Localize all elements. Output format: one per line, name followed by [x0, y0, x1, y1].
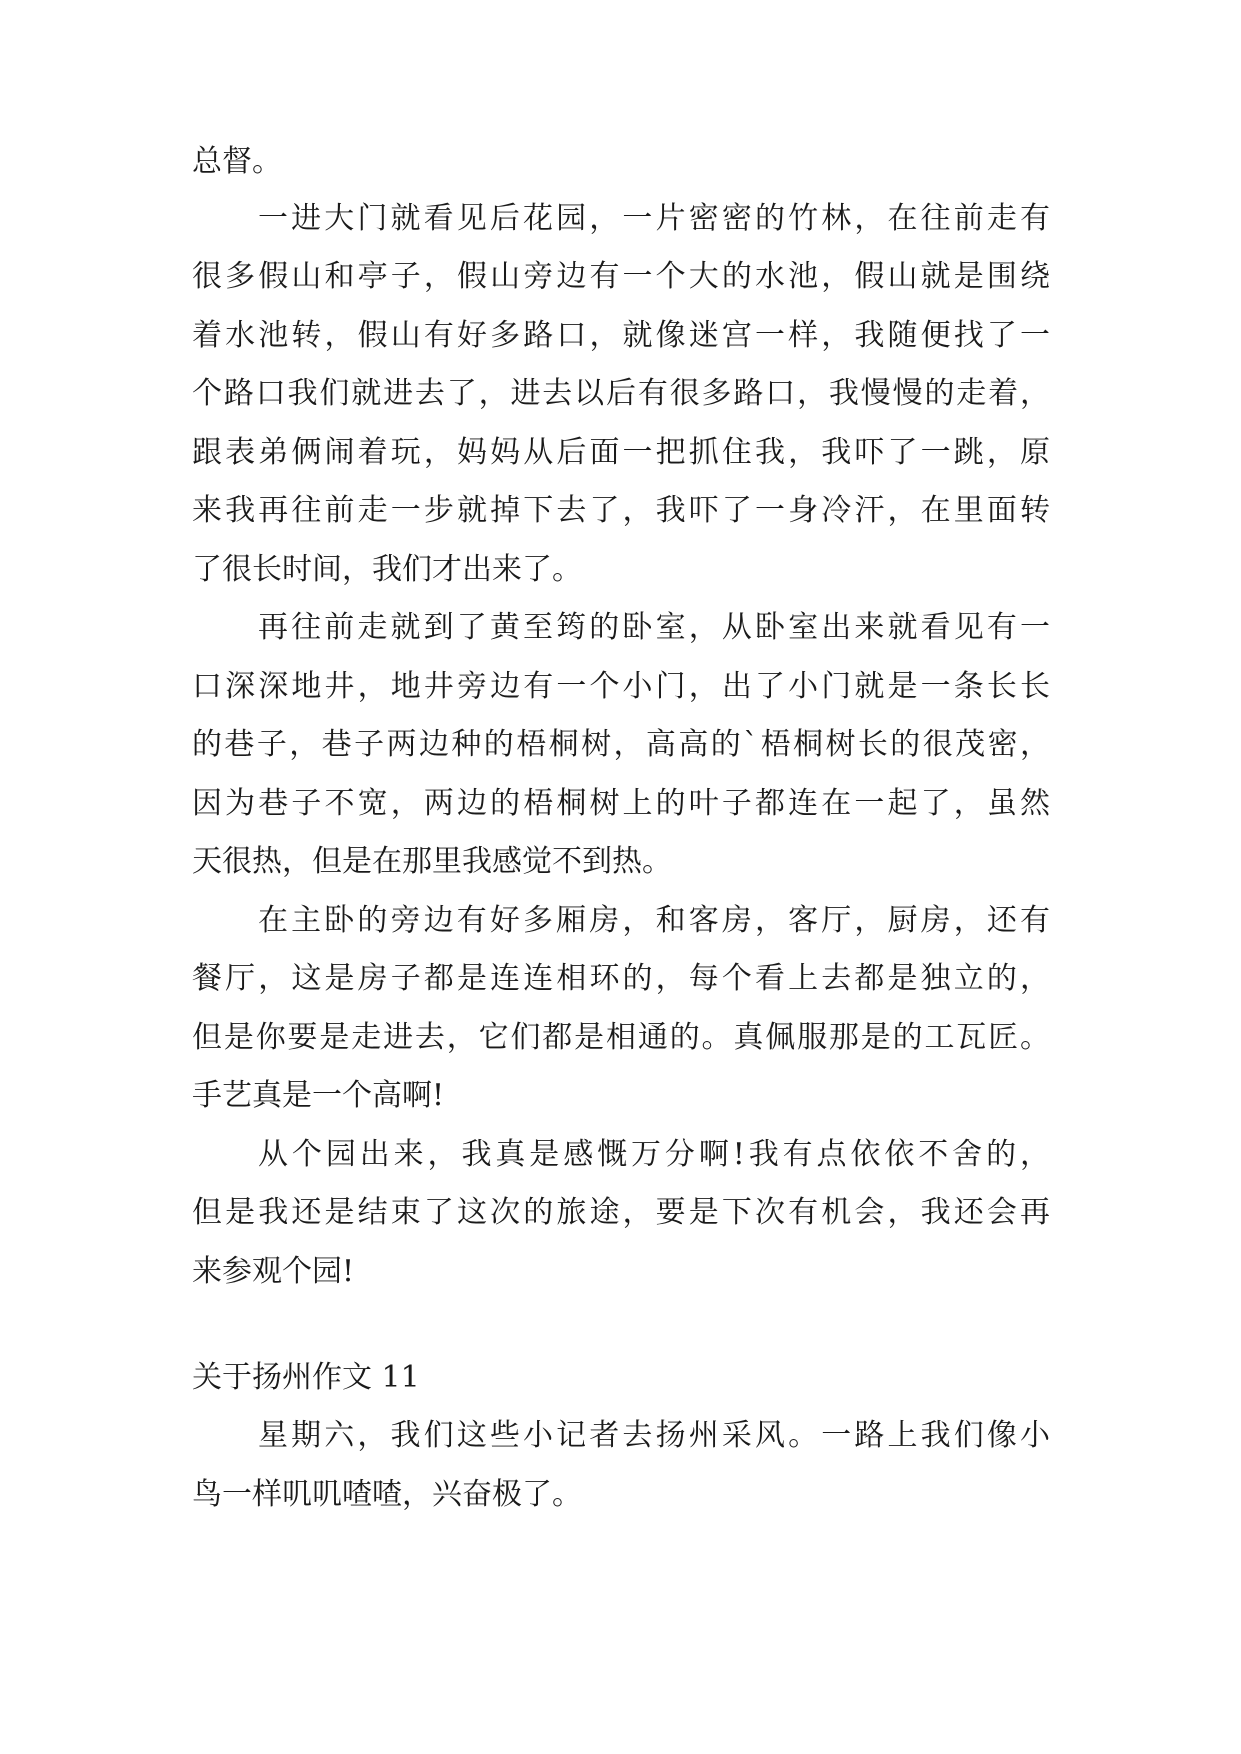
text-line: 因为巷子不宽，两边的梧桐树上的叶子都连在一起了，虽然 [192, 786, 1050, 821]
text-line: 星期六，我们这些小记者去扬州采风。一路上我们像小 [258, 1418, 1050, 1453]
text-line: 很多假山和亭子，假山旁边有一个大的水池，假山就是围绕 [192, 259, 1050, 294]
text-line: 手艺真是一个高啊! [192, 1078, 445, 1113]
text-line: 鸟一样叽叽喳喳，兴奋极了。 [192, 1477, 582, 1512]
text-line: 来参观个园! [192, 1254, 355, 1289]
section-heading: 关于扬州作文 11 [192, 1360, 420, 1395]
text-line: 总督。 [192, 144, 282, 179]
text-line: 但是我还是结束了这次的旅途，要是下次有机会，我还会再 [192, 1195, 1050, 1230]
text-line: 来我再往前走一步就掉下去了，我吓了一身冷汗，在里面转 [192, 493, 1050, 528]
text-line: 了很长时间，我们才出来了。 [192, 552, 582, 587]
text-line: 但是你要是走进去，它们都是相通的。真佩服那是的工瓦匠。 [192, 1020, 1050, 1055]
text-line: 的巷子，巷子两边种的梧桐树，高高的`梧桐树长的很茂密， [192, 727, 1050, 762]
text-line: 口深深地井，地井旁边有一个小门，出了小门就是一条长长 [192, 669, 1050, 704]
text-line: 在主卧的旁边有好多厢房，和客房，客厅，厨房，还有 [258, 903, 1050, 938]
text-line: 着水池转，假山有好多路口，就像迷宫一样，我随便找了一 [192, 318, 1050, 353]
text-line: 跟表弟俩闹着玩，妈妈从后面一把抓住我，我吓了一跳，原 [192, 435, 1050, 470]
text-line: 餐厅，这是房子都是连连相环的，每个看上去都是独立的， [192, 961, 1050, 996]
text-line: 天很热，但是在那里我感觉不到热。 [192, 844, 672, 879]
text-line: 个路口我们就进去了，进去以后有很多路口，我慢慢的走着， [192, 376, 1050, 411]
text-line: 从个园出来，我真是感慨万分啊!我有点依依不舍的， [258, 1137, 1050, 1172]
text-line: 再往前走就到了黄至筠的卧室，从卧室出来就看见有一 [258, 610, 1050, 645]
text-line: 一进大门就看见后花园，一片密密的竹林，在往前走有 [258, 201, 1050, 236]
